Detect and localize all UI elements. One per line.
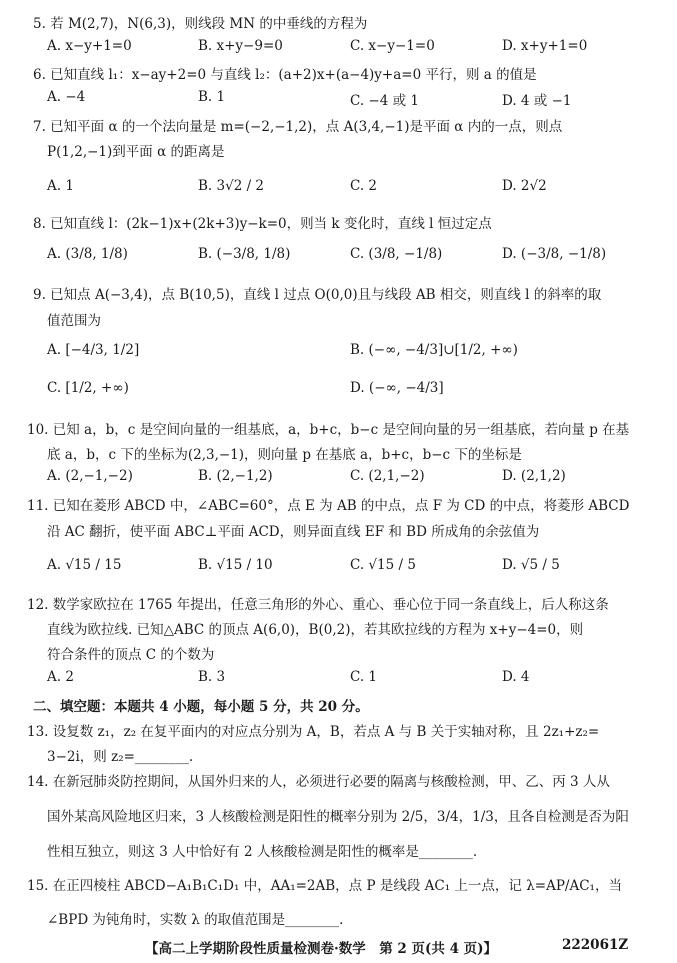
q6-option-c: C. −4 或 1: [350, 93, 420, 109]
question-7-line1: 7. 已知平面 α 的一个法向量是 m=(−2,−1,2)，点 A(3,4,−1)是平面 α 内的一点，则点: [33, 119, 563, 135]
q5-option-d: D. x+y+1=0: [502, 38, 588, 54]
q12-option-c: C. 1: [350, 669, 378, 685]
question-15-line2: ∠BPD 为钝角时，实数 λ 的取值范围是________.: [47, 912, 344, 928]
question-8: 8. 已知直线 l：(2k−1)x+(2k+3)y−k=0，则当 k 变化时，直线 l 恒过定点: [33, 216, 492, 232]
question-9-line1: 9. 已知点 A(−3,4)，点 B(10,5)，直线 l 过点 O(0,0)且与线段 AB 相交，则直线 l 的斜率的取: [33, 287, 602, 303]
question-14-line2: 国外某高风险地区归来，3 人核酸检测是阳性的概率分别为 2/5，3/4，1/3，且各自检测是否为阳: [47, 809, 629, 825]
question-5: 5. 若 M(2,7)，N(6,3)，则线段 MN 的中垂线的方程为: [33, 16, 368, 32]
q9-option-a: A. [−4/3, 1/2]: [47, 342, 140, 358]
question-12-line2: 直线为欧拉线. 已知△ABC 的顶点 A(6,0)，B(0,2)，若其欧拉线的方程为 x+y−4=0，则: [47, 622, 584, 638]
question-11-line2: 沿 AC 翻折，使平面 ABC⊥平面 ACD，则异面直线 EF 和 BD 所成角的余弦值为: [47, 524, 540, 540]
q7-option-c: C. 2: [350, 178, 378, 194]
q9-option-b: B. (−∞, −4/3]∪[1/2, +∞): [350, 342, 518, 358]
question-14-line3: 性相互独立，则这 3 人中恰好有 2 人核酸检测是阳性的概率是________.: [47, 844, 478, 860]
q11-option-b: B. √15 / 10: [198, 557, 273, 573]
question-12-line3: 符合条件的顶点 C 的个数为: [47, 647, 215, 663]
q11-option-c: C. √15 / 5: [350, 557, 416, 573]
question-10-line1: 10. 已知 a，b，c 是空间向量的一组基底，a，b+c，b−c 是空间向量的另一组基底，若向量 p 在基: [27, 422, 630, 438]
q6-option-b: B. 1: [198, 89, 226, 105]
page-footer-title: 【高二上学期阶段性质量检测卷·数学 第 2 页(共 4 页)】: [145, 941, 498, 957]
q11-option-d: D. √5 / 5: [502, 557, 560, 573]
q8-option-a: A. (3/8, 1/8): [47, 246, 128, 262]
question-9-line2: 值范围为: [47, 313, 101, 329]
q6-option-d: D. 4 或 −1: [502, 93, 572, 109]
q11-option-a: A. √15 / 15: [47, 557, 122, 573]
q8-option-b: B. (−3/8, 1/8): [198, 246, 291, 262]
page-footer-code: 222061Z: [562, 937, 629, 953]
q7-option-d: D. 2√2: [502, 178, 547, 194]
q12-option-a: A. 2: [47, 669, 74, 685]
q12-option-d: D. 4: [502, 669, 530, 685]
q8-option-d: D. (−3/8, −1/8): [502, 246, 607, 262]
q10-option-c: C. (2,1,−2): [350, 468, 425, 484]
q5-option-a: A. x−y+1=0: [47, 38, 132, 54]
question-10-line2: 底 a，b，c 下的坐标为(2,3,−1)，则向量 p 在基底 a，b+c，b−c 下的坐标是: [47, 447, 522, 463]
section-fill-in-heading: 二、填空题：本题共 4 小题，每小题 5 分，共 20 分。: [33, 699, 369, 715]
question-13-line1: 13. 设复数 z₁，z₂ 在复平面内的对应点分别为 A，B，若点 A 与 B 关于实轴对称，且 2z₁+z₂=: [27, 724, 600, 740]
question-13-line2: 3−2i，则 z₂=________.: [47, 749, 194, 765]
question-12-line1: 12. 数学家欧拉在 1765 年提出，任意三角形的外心、重心、垂心位于同一条直线上，后人称这条: [27, 597, 609, 613]
q7-option-a: A. 1: [47, 178, 74, 194]
q9-option-d: D. (−∞, −4/3]: [350, 380, 444, 396]
q8-option-c: C. (3/8, −1/8): [350, 246, 443, 262]
question-6: 6. 已知直线 l₁：x−ay+2=0 与直线 l₂：(a+2)x+(a−4)y+a=0 平行，则 a 的值是: [33, 67, 537, 83]
question-15-line1: 15. 在正四棱柱 ABCD−A₁B₁C₁D₁ 中，AA₁=2AB，点 P 是线段 AC₁ 上一点，记 λ=AP/AC₁，当: [27, 878, 622, 894]
question-11-line1: 11. 已知在菱形 ABCD 中，∠ABC=60°，点 E 为 AB 的中点，点 F 为 CD 的中点，将菱形 ABCD: [27, 498, 630, 514]
question-14-line1: 14. 在新冠肺炎防控期间，从国外归来的人，必须进行必要的隔离与核酸检测，甲、乙、丙 3 人从: [27, 774, 610, 790]
question-7-line2: P(1,2,−1)到平面 α 的距离是: [47, 144, 225, 160]
q5-option-b: B. x+y−9=0: [198, 38, 283, 54]
q10-option-a: A. (2,−1,−2): [47, 468, 133, 484]
q6-option-a: A. −4: [47, 89, 86, 105]
q9-option-c: C. [1/2, +∞): [47, 380, 129, 396]
q12-option-b: B. 3: [198, 669, 226, 685]
q5-option-c: C. x−y−1=0: [350, 38, 435, 54]
q7-option-b: B. 3√2 / 2: [198, 178, 265, 194]
q10-option-d: D. (2,1,2): [502, 468, 566, 484]
q10-option-b: B. (2,−1,2): [198, 468, 273, 484]
